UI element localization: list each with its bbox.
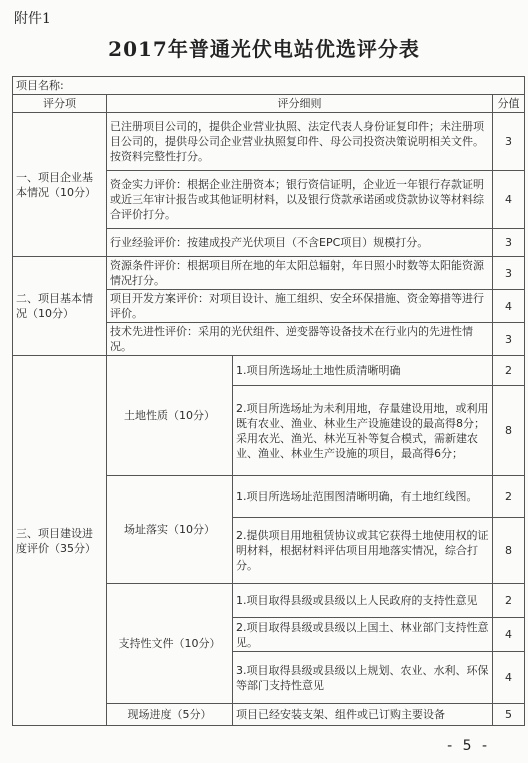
page-title: 2017年普通光伏电站优选评分表 bbox=[108, 37, 420, 61]
land-nature-row-1-score: 2 bbox=[493, 356, 525, 386]
site-settlement-label: 场址落实（10分） bbox=[107, 476, 233, 584]
supporting-docs-row-3-detail: 3.项目取得县级或县级以上规划、农业、水利、环保等部门支持性意见 bbox=[233, 652, 493, 704]
header-score: 分值 bbox=[493, 95, 525, 113]
section-1-label: 一、项目企业基本情况（10分） bbox=[13, 113, 107, 257]
site-settlement-row-2-score: 8 bbox=[493, 518, 525, 584]
supporting-docs-row-1-detail: 1.项目取得县级或县级以上人民政府的支持性意见 bbox=[233, 584, 493, 618]
section-1-row-1-detail: 已注册项目公司的，提供企业营业执照、法定代表人身份证复印件；未注册项目公司的，提供母公司企业营业执照复印件、母公司投资决策说明相关文件。按资料完整性打分。 bbox=[107, 113, 493, 171]
site-settlement-row-2-detail: 2.提供项目用地租赁协议或其它获得土地使用权的证明材料，根据材料评估项目用地落实情况，综合打分。 bbox=[233, 518, 493, 584]
site-settlement-row-1-detail: 1.项目所选场址范围图清晰明确，有土地红线图。 bbox=[233, 476, 493, 518]
supporting-docs-label: 支持性文件（10分） bbox=[107, 584, 233, 704]
site-settlement-row-1-score: 2 bbox=[493, 476, 525, 518]
land-nature-row-2-score: 8 bbox=[493, 386, 525, 476]
page-number: - 5 - bbox=[447, 738, 490, 754]
supporting-docs-row-2-detail: 2.项目取得县级或县级以上国土、林业部门支持性意见。 bbox=[233, 618, 493, 652]
site-progress-label: 现场进度（5分） bbox=[107, 704, 233, 726]
annex-label: 附件1 bbox=[14, 11, 51, 27]
site-progress-row-1-score: 5 bbox=[493, 704, 525, 726]
section-1-row-3-detail: 行业经验评价：按建成投产光伏项目（不含EPC项目）规模打分。 bbox=[107, 229, 493, 257]
header-detail: 评分细则 bbox=[107, 95, 493, 113]
section-1-row-1-score: 3 bbox=[493, 113, 525, 171]
land-nature-label: 土地性质（10分） bbox=[107, 356, 233, 476]
supporting-docs-row-1-score: 2 bbox=[493, 584, 525, 618]
header-item: 评分项 bbox=[13, 95, 107, 113]
section-1-row-2-detail: 资金实力评价：根据企业注册资本；银行资信证明，企业近一年银行存款证明或近三年审计报告或其他证明材料，以及银行贷款承诺函或贷款协议等材料综合评价打分。 bbox=[107, 171, 493, 229]
section-2-row-2-detail: 项目开发方案评价：对项目设计、施工组织、安全环保措施、资金筹措等进行评价。 bbox=[107, 290, 493, 323]
section-2-label: 二、项目基本情况（10分） bbox=[13, 257, 107, 356]
supporting-docs-row-3-score: 4 bbox=[493, 652, 525, 704]
site-progress-row-1-detail: 项目已经安装支架、组件或已订购主要设备 bbox=[233, 704, 493, 726]
section-2-row-3-detail: 技术先进性评价：采用的光伏组件、逆变器等设备技术在行业内的先进性情况。 bbox=[107, 323, 493, 356]
section-2-row-2-score: 4 bbox=[493, 290, 525, 323]
supporting-docs-row-2-score: 4 bbox=[493, 618, 525, 652]
land-nature-row-1-detail: 1.项目所选场址土地性质清晰明确 bbox=[233, 356, 493, 386]
section-1-row-3-score: 3 bbox=[493, 229, 525, 257]
section-3-label: 三、项目建设进度评价（35分） bbox=[13, 356, 107, 726]
section-2-row-1-detail: 资源条件评价：根据项目所在地的年太阳总辐射，年日照小时数等太阳能资源情况打分。 bbox=[107, 257, 493, 290]
scoring-table bbox=[12, 76, 525, 726]
project-name-row: 项目名称: bbox=[13, 77, 525, 95]
section-1-row-2-score: 4 bbox=[493, 171, 525, 229]
section-2-row-3-score: 3 bbox=[493, 323, 525, 356]
land-nature-row-2-detail: 2.项目所选场址为未利用地，存量建设用地，或利用既有农业、渔业、林业生产设施建设的最高得8分；采用农光、渔光、林光互补等复合模式，需新建农业、渔业、林业生产设施的项目，最高得6分； bbox=[233, 386, 493, 476]
section-2-row-1-score: 3 bbox=[493, 257, 525, 290]
